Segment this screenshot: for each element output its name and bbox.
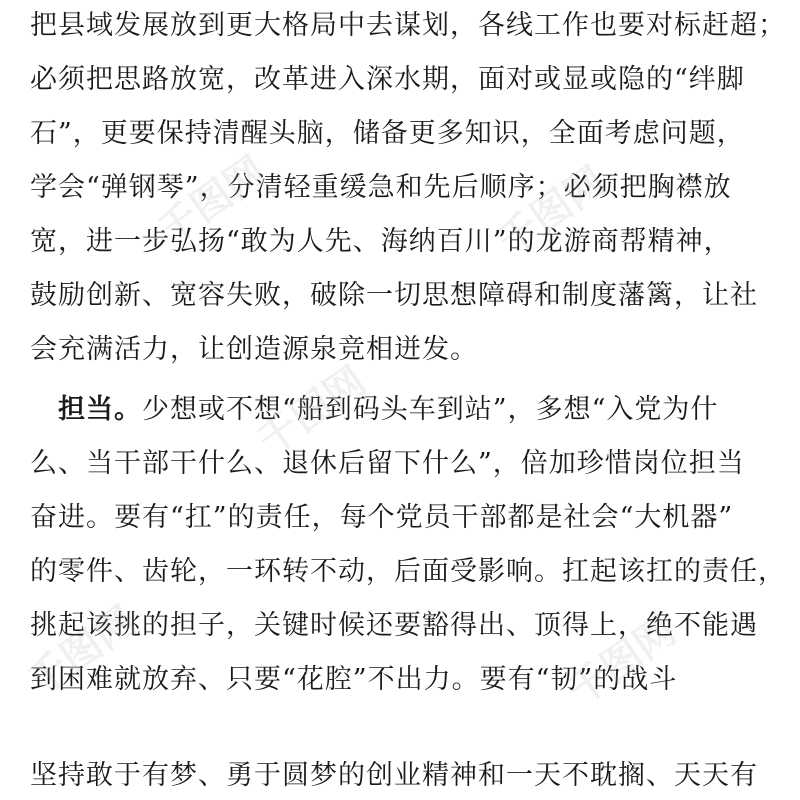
paragraph-b-line-1	[58, 392, 790, 428]
paragraph-b-line-5: 挑起该挑的担子，关键时候还要豁得出、顶得上，绝不能遇	[30, 610, 758, 641]
page-break-gap	[0, 710, 800, 750]
paragraph-a-line-6: 鼓励创新、宽容失败，破除一切思想障碍和制度藩篱，让社	[30, 280, 758, 311]
paragraph-b-line-6: 到困难就放弃、只要“花腔”不出力。要有“韧”的战斗	[30, 664, 678, 695]
paragraph-b-first-line-text: 少想或不想“船到码头车到站”，多想“入党为什	[142, 394, 719, 425]
watermark-3: 千图网	[249, 358, 375, 465]
paragraph-a-line-3: 石”，更要保持清醒头脑，储备更多知识，全面考虑问题，	[30, 118, 745, 149]
paragraph-a-line-1: 把县域发展放到更大格局中去谋划，各线工作也要对标赶超；	[30, 10, 786, 41]
paragraph-b-line-3: 奋进。要有“扛”的责任，每个党员干部都是社会“大机器”	[30, 502, 734, 533]
paragraph-a-line-7: 会充满活力，让创造源泉竞相迸发。	[30, 334, 478, 365]
paragraph-b-lead: 担当。	[58, 394, 142, 425]
paragraph-c-line-1: 坚持敢于有梦、勇于圆梦的创业精神和一天不耽搁、天天有	[30, 760, 758, 791]
watermark-2: 千图网	[489, 158, 615, 265]
watermark-4: 千图网	[19, 598, 145, 705]
paragraph-a-line-5: 宽，进一步弘扬“敢为人先、海纳百川”的龙游商帮精神，	[30, 226, 732, 257]
paragraph-b-line-4: 的零件、齿轮，一环转不动，后面受影响。扛起该扛的责任，	[30, 556, 786, 587]
paragraph-a-line-2: 必须把思路放宽，改革进入深水期，面对或显或隐的“绊脚	[30, 64, 745, 95]
watermark-1: 千图网	[149, 148, 275, 255]
paragraph-a-line-4: 学会“弹钢琴”，分清轻重缓急和先后顺序；必须把胸襟放	[30, 172, 732, 203]
paragraph-b-line-2: 么、当干部干什么、退休后留下什么”，倍加珍惜岗位担当	[30, 448, 745, 479]
watermark-5: 千图网	[559, 608, 685, 715]
